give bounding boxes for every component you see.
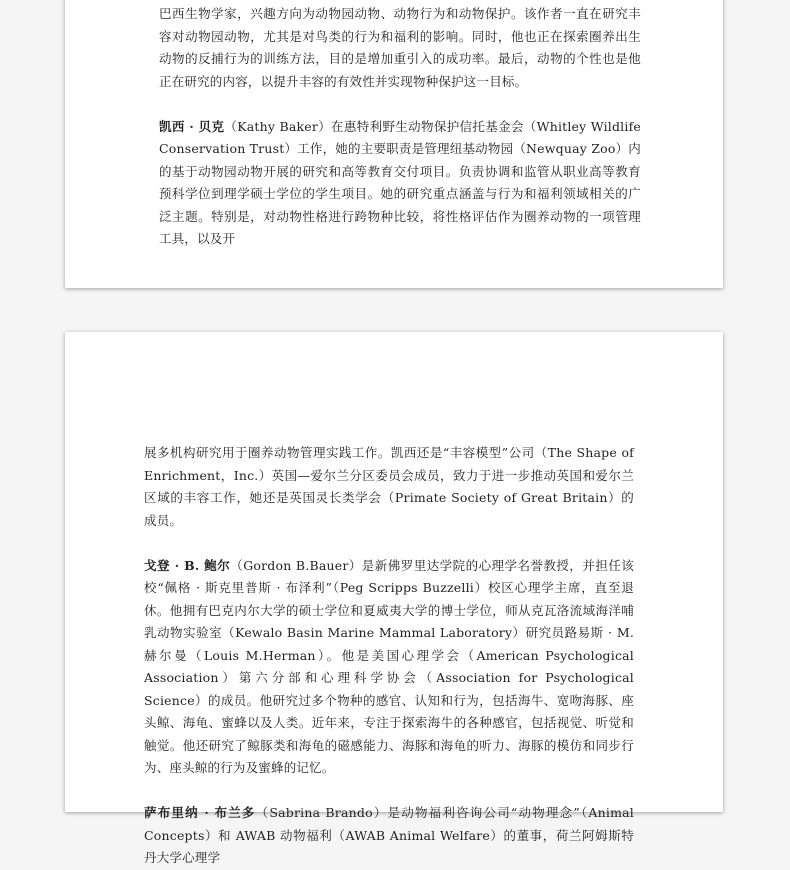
person-name: 戈登 · B. 鲍尔 — [144, 557, 231, 573]
person-name: 凯西 · 贝克 — [159, 118, 225, 134]
document-page-top — [65, 0, 723, 288]
paragraph-text: （Gordon B.Bauer）是新佛罗里达学院的心理学名誉教授，并担任该校“佩格 · 斯克里普斯 · 布泽利”（Peg Scripps Buzzelli）校区心理学主席，直至退休。他拥有巴克内尔大学的硕士学位和夏威夷大学的博士学位，师从克瓦洛流域海洋哺乳动物实验室（Kewalo Basin Marine Mammal Laboratory）研究员路易斯 · M. 赫尔曼（Louis M.Herman）。他是美国心理学会（American Psychological Association）第六分部和心理科学协会（Association for Psychological Science）的成员。他研究过多个物种的感官、认知和行为，包括海牛、宽吻海豚、座头鲸、海龟、蜜蜂以及人类。近年来，专注于探索海牛的各种感官，包括视觉、听觉和触觉。他还研究了鲸豚类和海龟的磁感能力、海豚和海龟的听力、海豚的模仿和同步行为、座头鲸的行为及蜜蜂的记忆。 — [144, 557, 634, 775]
paragraph-text: 巴西生物学家，兴趣方向为动物园动物、动物行为和动物保护。该作者一直在研究丰容对动物园动物，尤其是对鸟类的行为和福利的影响。同时，他也正在探索圈养出生动物的反捕行为的训练方法，目的是增加重引入的成功率。最后，动物的个性也是他正在研究的内容，以提升丰容的有效性并实现物种保护这一目标。 — [159, 6, 641, 89]
paragraph-text: （Kathy Baker）在惠特利野生动物保护信托基金会（Whitley Wildlife Conservation Trust）工作，她的主要职责是管理纽基动物园（Newquay Zoo）内的基于动物园动物开展的研究和高等教育交付项目。负责协调和监管从职业高等教育预科学位到理学硕士学位的学生项目。她的研究重点涵盖与行为和福利领域相关的广泛主题。特别是，对动物性格进行跨物种比较，将性格评估作为圈养动物的一项管理工具，以及开 — [159, 118, 641, 246]
document-page-bottom — [65, 332, 723, 865]
paragraph-gordon-bauer — [144, 555, 634, 780]
person-name: 萨布里纳 · 布兰多 — [144, 805, 256, 820]
paragraph-text: 展多机构研究用于圈养动物管理实践工作。凯西还是“丰容模型”公司（The Shape of Enrichment，Inc.）英国—爱尔兰分区委员会成员，致力于进一步推动英国和爱尔兰区域的丰容工作，她还是英国灵长类学会（Primate Society of Great Britain）的成员。 — [144, 445, 634, 528]
paragraph-sabrina-brando — [144, 802, 634, 870]
page-text-block — [144, 442, 634, 870]
paragraph-intro-continued — [159, 3, 641, 93]
paragraph-text: （Sabrina Brando）是动物福利咨询公司“动物理念”（Animal Concepts）和 AWAB 动物福利（AWAB Animal Welfare）的董事，荷兰阿姆斯特丹大学心理学 — [144, 805, 634, 865]
paragraph-kathy-continued — [144, 442, 634, 532]
paragraph-kathy-baker — [159, 116, 641, 251]
page-text-block — [159, 3, 641, 251]
